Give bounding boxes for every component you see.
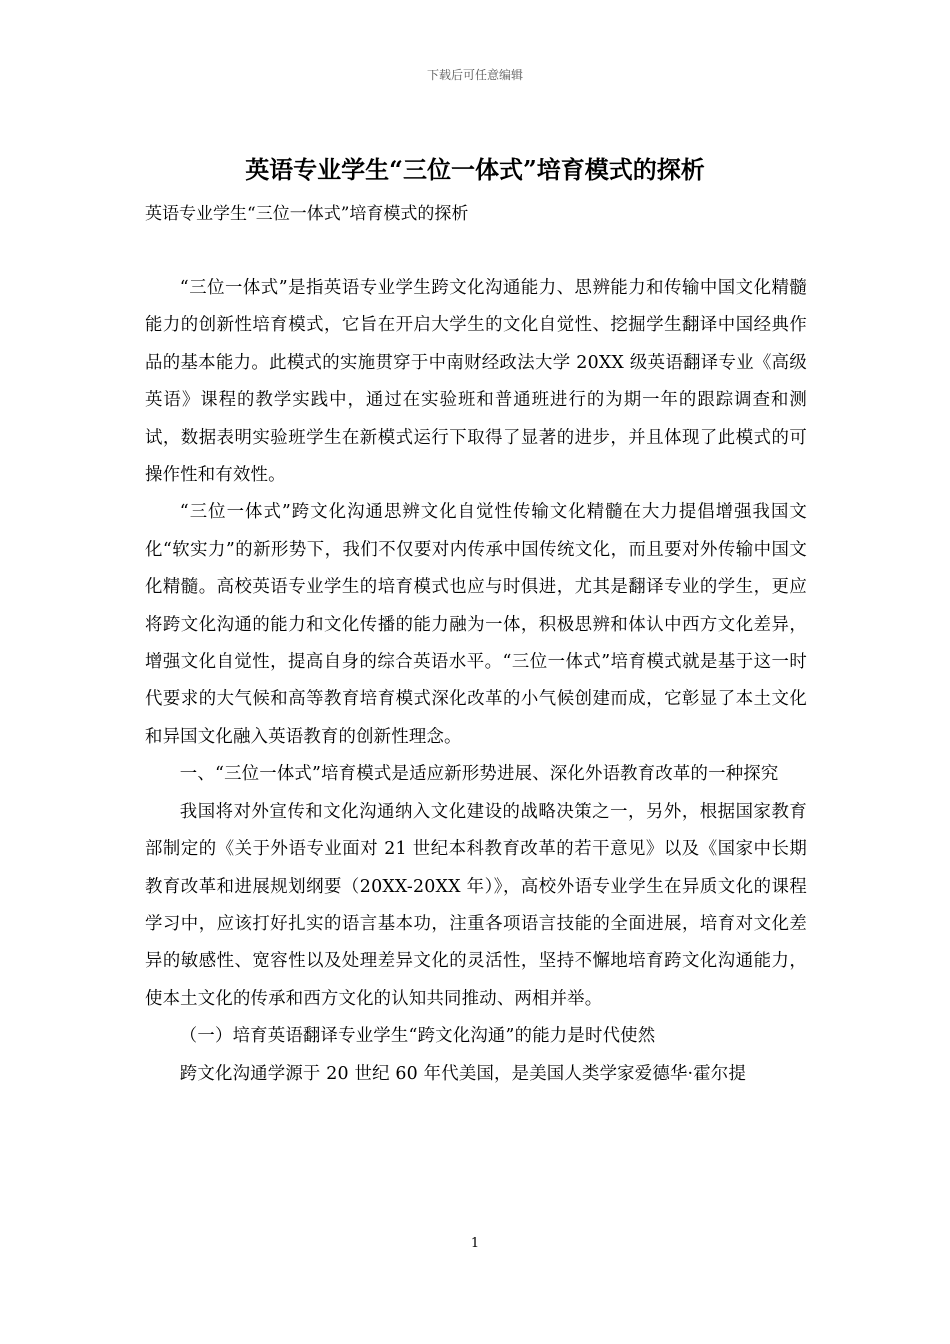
paragraph-policy: 我国将对外宣传和文化沟通纳入文化建设的战略决策之一，另外，根据国家教育部制定的《关于外语专业面对 21 世纪本科教育改革的若干意见》以及《国家中长期教育改革和进展规划纲要（20XX-20XX 年）》，高校外语专业学生在异质文化的课程学习中，应该打好扎实的语言基本功，注重各项语言技能的全面进展，培育对文化差异的敏感性、宽容性以及处理差异文化的灵活性，坚持不懈地培育跨文化沟通能力，使本土文化的传承和西方文化的认知共同推动、两相并举。: [145, 801, 807, 1009]
document-subtitle: 英语专业学生“三位一体式”培育模式的探析: [145, 204, 469, 224]
page-number: 1: [470, 1236, 480, 1251]
subsection-heading-1: （一）培育英语翻译专业学生“跨文化沟通”的能力是时代使然: [179, 1026, 656, 1047]
header-note: 下载后可任意编辑: [426, 68, 523, 82]
section-heading-1: 一、“三位一体式”培育模式是适应新形势进展、深化外语教育改革的一种探究: [179, 764, 779, 785]
paragraph-background: “三位一体式”跨文化沟通思辨文化自觉性传输文化精髓在大力提倡增强我国文化“软实力”的新形势下，我们不仅要对内传承中国传统文化，而且要对外传输中国文化精髓。高校英语专业学生的培育模式也应与时俱进，尤其是翻译专业的学生，更应将跨文化沟通的能力和文化传播的能力融为一体，积极思辨和体认中西方文化差异，增强文化自觉性，提高自身的综合英语水平。“三位一体式”培育模式就是基于这一时代要求的大气候和高等教育培育模式深化改革的小气候创建而成，它彰显了本土文化和异国文化融入英语教育的创新性理念。: [145, 502, 807, 747]
document-body: [145, 270, 807, 1093]
paragraph-intercultural: 跨文化沟通学源于 20 世纪 60 年代美国，是美国人类学家爱德华·霍尔提: [179, 1063, 747, 1084]
document-title: 英语专业学生“三位一体式”培育模式的探析: [245, 155, 705, 184]
paragraph-intro: “三位一体式”是指英语专业学生跨文化沟通能力、思辨能力和传输中国文化精髓能力的创新性培育模式，它旨在开启大学生的文化自觉性、挖掘学生翻译中国经典作品的基本能力。此模式的实施贯穿于中南财经政法大学 20XX 级英语翻译专业《高级英语》课程的教学实践中，通过在实验班和普通班进行的为期一年的跟踪调查和测试，数据表明实验班学生在新模式运行下取得了显著的进步，并且体现了此模式的可操作性和有效性。: [145, 278, 807, 486]
